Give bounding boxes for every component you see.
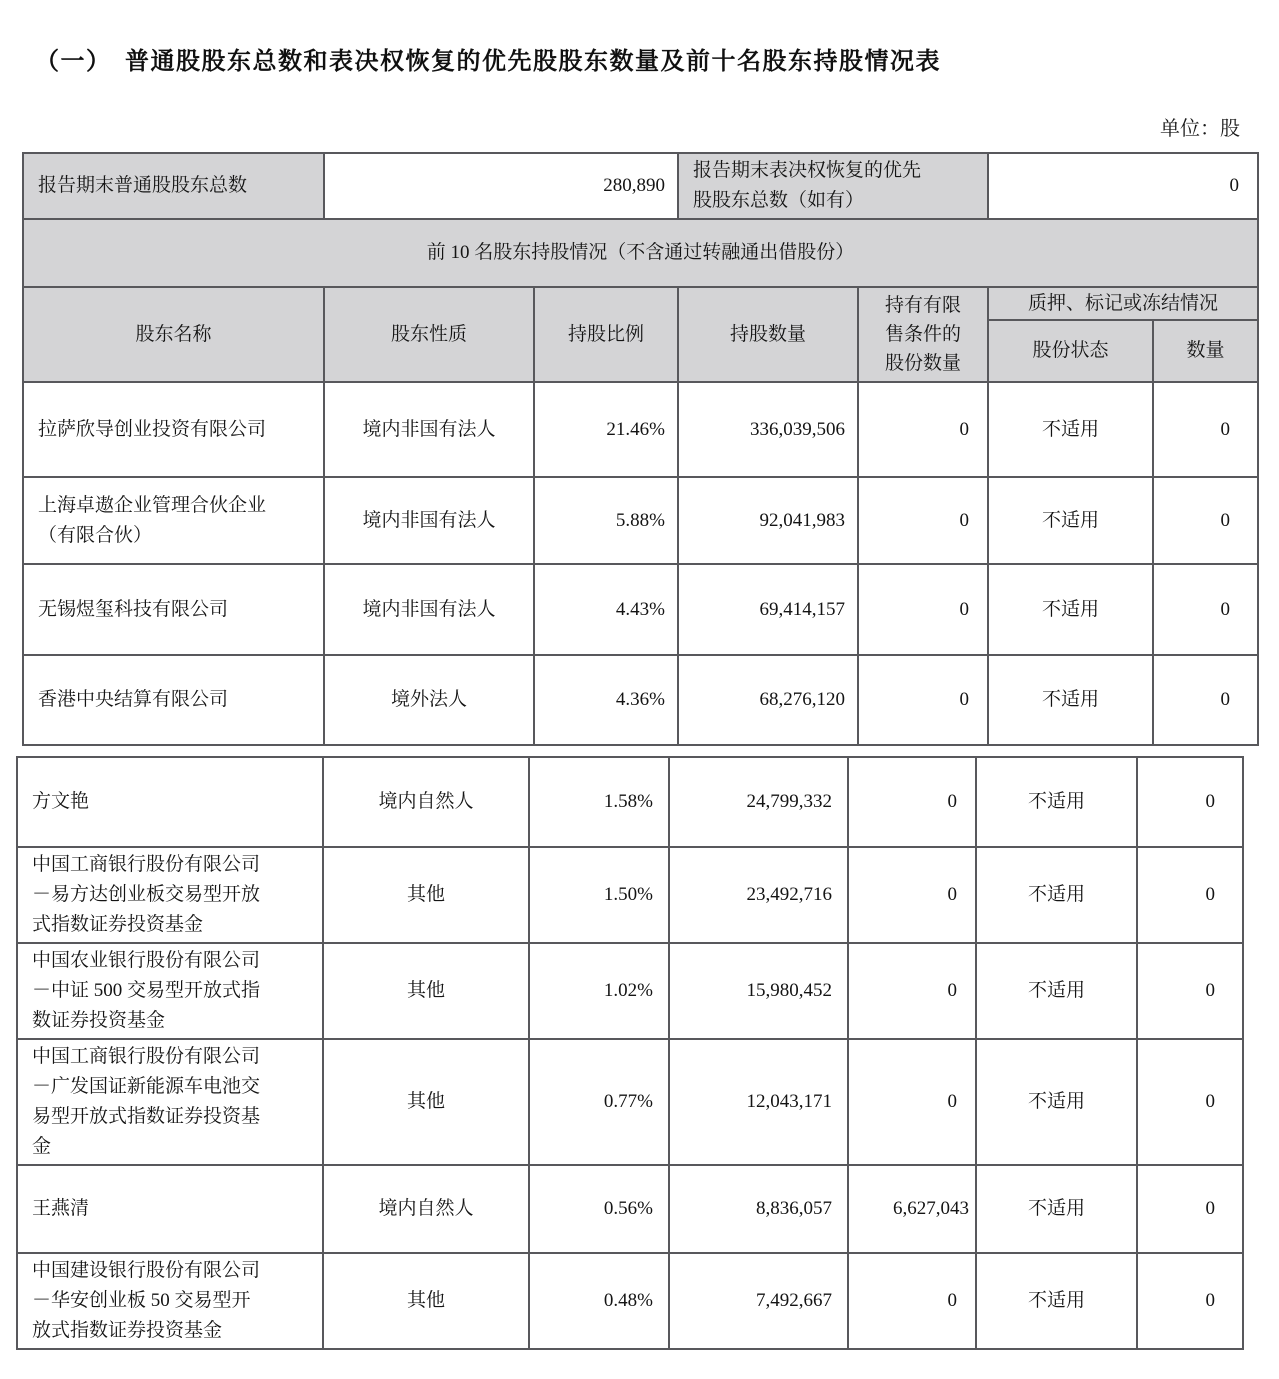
col-header-nature: 股东性质 — [324, 287, 534, 382]
cell-ratio: 1.02% — [529, 943, 669, 1039]
unit-label: 单位：股 — [1160, 118, 1240, 140]
cell-shares: 15,980,452 — [669, 943, 848, 1039]
cell-restricted: 0 — [848, 1039, 976, 1165]
cell-restricted: 0 — [858, 382, 988, 477]
col-header-pledge-status: 股份状态 — [988, 320, 1153, 382]
table-row — [17, 757, 1243, 847]
cell-shareholder-nature: 其他 — [323, 1253, 529, 1349]
table-row — [23, 477, 1258, 564]
col-header-pledge-qty: 数量 — [1153, 320, 1258, 382]
col-header-restricted: 持有有限售条件的股份数量 — [858, 287, 988, 382]
cell-shareholder-nature: 境内自然人 — [323, 757, 529, 847]
cell-pledge-status: 不适用 — [976, 847, 1137, 943]
col-header-shares: 持股数量 — [678, 287, 858, 382]
cell-restricted: 0 — [848, 757, 976, 847]
cell-pledge-status: 不适用 — [976, 1253, 1137, 1349]
cell-shareholder-nature: 境内非国有法人 — [324, 382, 534, 477]
table-row — [17, 1039, 1243, 1165]
header-row-top — [23, 287, 1258, 320]
cell-pledge-status: 不适用 — [988, 477, 1153, 564]
cell-shares: 12,043,171 — [669, 1039, 848, 1165]
cell-pledge-qty: 0 — [1137, 943, 1243, 1039]
cell-pledge-status: 不适用 — [976, 757, 1137, 847]
cell-shareholder-nature: 境外法人 — [324, 655, 534, 745]
cell-ratio: 1.58% — [529, 757, 669, 847]
cell-shareholder-name: 中国建设银行股份有限公司－华安创业板 50 交易型开放式指数证券投资基金 — [17, 1253, 323, 1349]
page-break-gap — [0, 746, 1279, 756]
cell-ratio: 1.50% — [529, 847, 669, 943]
table-row — [23, 564, 1258, 655]
cell-shareholder-name: 中国工商银行股份有限公司－易方达创业板交易型开放式指数证券投资基金 — [17, 847, 323, 943]
page-title: （一） 普通股股东总数和表决权恢复的优先股股东数量及前十名股东持股情况表 — [35, 47, 941, 75]
ordinary-shareholders-value: 280,890 — [324, 153, 678, 219]
cell-shareholder-name: 拉萨欣导创业投资有限公司 — [23, 382, 324, 477]
cell-shares: 336,039,506 — [678, 382, 858, 477]
section-band-row — [23, 219, 1258, 287]
cell-shareholder-name: 中国农业银行股份有限公司－中证 500 交易型开放式指数证券投资基金 — [17, 943, 323, 1039]
cell-pledge-status: 不适用 — [988, 655, 1153, 745]
cell-pledge-qty: 0 — [1137, 1165, 1243, 1253]
cell-ratio: 4.43% — [534, 564, 678, 655]
cell-restricted: 0 — [848, 943, 976, 1039]
table-row — [23, 655, 1258, 745]
cell-pledge-qty: 0 — [1153, 655, 1258, 745]
cell-pledge-qty: 0 — [1137, 1253, 1243, 1349]
cell-pledge-qty: 0 — [1153, 382, 1258, 477]
cell-shares: 8,836,057 — [669, 1165, 848, 1253]
cell-restricted: 6,627,043 — [848, 1165, 976, 1253]
preferred-shareholders-label: 报告期末表决权恢复的优先股股东总数（如有） — [678, 153, 988, 219]
cell-shares: 69,414,157 — [678, 564, 858, 655]
cell-pledge-status: 不适用 — [976, 1165, 1137, 1253]
col-header-ratio: 持股比例 — [534, 287, 678, 382]
cell-pledge-qty: 0 — [1153, 564, 1258, 655]
cell-shares: 23,492,716 — [669, 847, 848, 943]
table-row — [23, 382, 1258, 477]
ordinary-shareholders-label: 报告期末普通股股东总数 — [23, 153, 324, 219]
cell-restricted: 0 — [848, 847, 976, 943]
cell-shareholder-nature: 境内非国有法人 — [324, 477, 534, 564]
cell-shareholder-name: 方文艳 — [17, 757, 323, 847]
cell-pledge-qty: 0 — [1153, 477, 1258, 564]
cell-shareholder-name: 无锡煜玺科技有限公司 — [23, 564, 324, 655]
cell-shares: 7,492,667 — [669, 1253, 848, 1349]
preferred-shareholders-value: 0 — [988, 153, 1258, 219]
table-row — [17, 943, 1243, 1039]
cell-shareholder-nature: 其他 — [323, 1039, 529, 1165]
shareholders-table-upper — [22, 152, 1259, 746]
cell-ratio: 0.56% — [529, 1165, 669, 1253]
cell-pledge-qty: 0 — [1137, 757, 1243, 847]
cell-ratio: 0.77% — [529, 1039, 669, 1165]
cell-restricted: 0 — [858, 477, 988, 564]
cell-shareholder-nature: 境内非国有法人 — [324, 564, 534, 655]
cell-pledge-status: 不适用 — [988, 564, 1153, 655]
cell-ratio: 4.36% — [534, 655, 678, 745]
col-header-name: 股东名称 — [23, 287, 324, 382]
cell-shareholder-name: 香港中央结算有限公司 — [23, 655, 324, 745]
cell-shareholder-name: 王燕清 — [17, 1165, 323, 1253]
section-band-label: 前 10 名股东持股情况（不含通过转融通出借股份） — [23, 219, 1258, 287]
cell-pledge-status: 不适用 — [988, 382, 1153, 477]
cell-pledge-qty: 0 — [1137, 1039, 1243, 1165]
col-header-pledge-group: 质押、标记或冻结情况 — [988, 287, 1258, 320]
cell-restricted: 0 — [848, 1253, 976, 1349]
cell-shareholder-nature: 境内自然人 — [323, 1165, 529, 1253]
cell-pledge-status: 不适用 — [976, 1039, 1137, 1165]
cell-restricted: 0 — [858, 655, 988, 745]
cell-shareholder-nature: 其他 — [323, 847, 529, 943]
cell-shares: 68,276,120 — [678, 655, 858, 745]
cell-pledge-qty: 0 — [1137, 847, 1243, 943]
cell-ratio: 0.48% — [529, 1253, 669, 1349]
cell-ratio: 5.88% — [534, 477, 678, 564]
cell-shares: 24,799,332 — [669, 757, 848, 847]
cell-shareholder-name: 上海卓遨企业管理合伙企业（有限合伙） — [23, 477, 324, 564]
table-row — [17, 1165, 1243, 1253]
cell-restricted: 0 — [858, 564, 988, 655]
cell-shares: 92,041,983 — [678, 477, 858, 564]
cell-pledge-status: 不适用 — [976, 943, 1137, 1039]
table-row — [17, 847, 1243, 943]
cell-shareholder-nature: 其他 — [323, 943, 529, 1039]
summary-row — [23, 153, 1258, 219]
cell-ratio: 21.46% — [534, 382, 678, 477]
cell-shareholder-name: 中国工商银行股份有限公司－广发国证新能源车电池交易型开放式指数证券投资基金 — [17, 1039, 323, 1165]
shareholders-table-lower — [16, 756, 1244, 1350]
